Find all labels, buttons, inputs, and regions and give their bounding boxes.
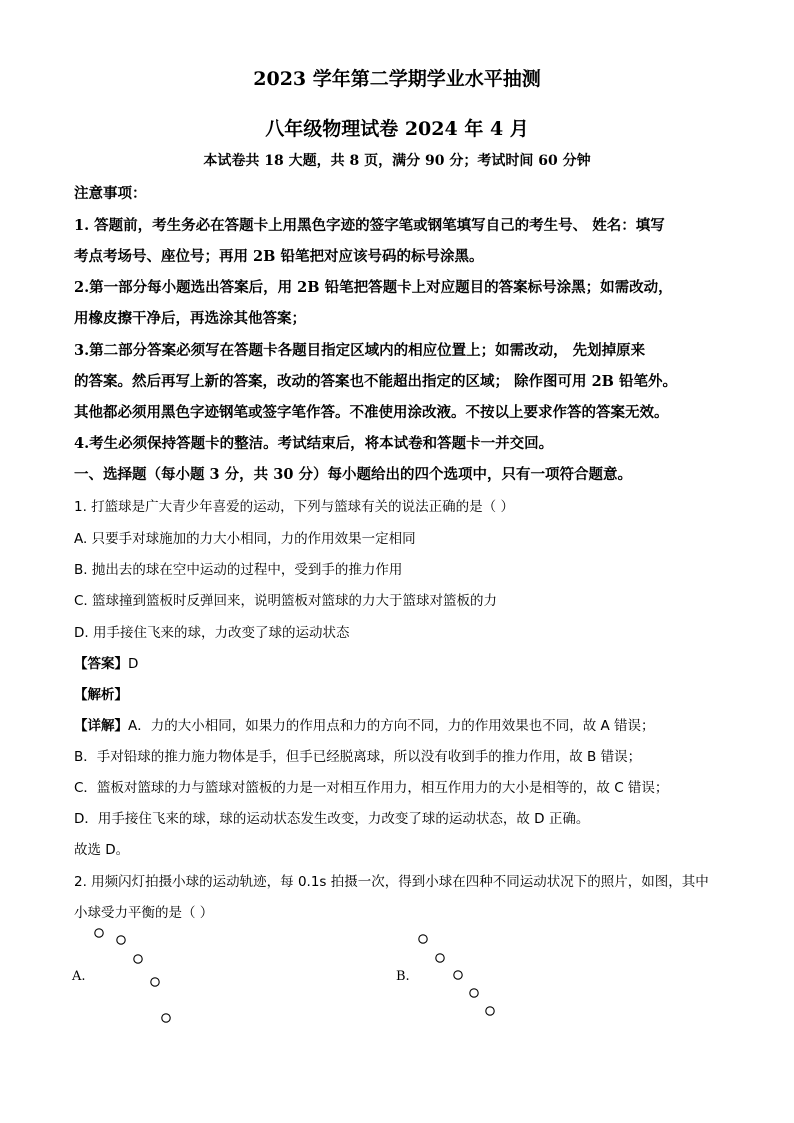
detail-line: D．用手接住飞来的球，球的运动状态发生改变，力改变了球的运动状态，故 D 正确。 <box>74 811 590 827</box>
ball-b-3 <box>454 971 462 979</box>
detail-line: 故选 D。 <box>74 842 130 858</box>
ball-a-2 <box>117 936 125 944</box>
option-a: A. 只要手对球施加的力大小相同，力的作用效果一定相同 <box>74 531 416 547</box>
notice-line: 其他都必须用黑色字迹钢笔或签字笔作答。不准使用涂改液。不按以上要求作答的答案无效。 <box>74 404 669 421</box>
question-stem: 2. 用频闪灯拍摄小球的运动轨迹，每 0.1s 拍摄一次，得到小球在四种不同运动状况下的照片，如图，其中 <box>74 874 709 890</box>
answer-label: 【答案】 <box>74 656 128 672</box>
strobe-balls-svg <box>60 920 740 1040</box>
notice-line: 考点考场号、座位号；再用 2B 铅笔把对应该号码的标号涂黑。 <box>74 248 484 265</box>
option-d: D. 用手接住飞来的球，力改变了球的运动状态 <box>74 625 350 641</box>
figure-option-a-label: A. <box>72 969 86 984</box>
strobe-photo-figure <box>60 920 740 1040</box>
detail-line <box>74 714 734 734</box>
detail-label: 【详解】 <box>74 718 128 734</box>
analysis-label: 【解析】 <box>74 687 128 703</box>
detail-line: C．篮板对篮球的力与篮球对篮板的力是一对相互作用力，相互作用力的大小是相等的，故 C 错误； <box>74 780 669 796</box>
option-b: B. 抛出去的球在空中运动的过程中，受到手的推力作用 <box>74 562 403 578</box>
option-c: C. 篮球撞到篮板时反弹回来，说明篮板对篮球的力大于篮球对篮板的力 <box>74 593 498 609</box>
answer-line <box>74 652 734 672</box>
ball-b-2 <box>436 954 444 962</box>
ball-a-3 <box>134 955 142 963</box>
section-heading: 一、选择题（每小题 3 分，共 30 分）每小题给出的四个选项中，只有一项符合题意。 <box>74 466 632 483</box>
ball-a-4 <box>151 978 159 986</box>
question-stem: 1. 打篮球是广大青少年喜爱的运动，下列与篮球有关的说法正确的是（ ） <box>74 499 514 515</box>
notice-line: 4.考生必须保持答题卡的整洁。考试结束后，将本试卷和答题卡一并交回。 <box>74 435 554 452</box>
notice-line: 1. 答题前，考生务必在答题卡上用黑色字迹的签字笔或钢笔填写自己的考生号、 姓名：填写 <box>74 217 665 234</box>
ball-a-5 <box>162 1014 170 1022</box>
notice-heading: 注意事项： <box>74 185 147 202</box>
ball-a-1 <box>95 929 103 937</box>
exam-info: 本试卷共 18 大题，共 8 页，满分 90 分；考试时间 60 分钟 <box>203 153 591 169</box>
figure-option-b-label: B. <box>396 969 410 984</box>
detail-line: B．手对铅球的推力施力物体是手，但手已经脱离球，所以没有收到手的推力作用，故 B 错误； <box>74 749 642 765</box>
exam-subtitle-date: 八年级物理试卷 2024 年 4 月 <box>265 118 529 140</box>
ball-b-5 <box>486 1007 494 1015</box>
ball-b-4 <box>470 989 478 997</box>
notice-line: 的答案。然后再写上新的答案，改动的答案也不能超出指定的区域； 除作图可用 2B 铅笔外。 <box>74 373 677 390</box>
exam-title: 2023 学年第二学期学业水平抽测 <box>253 68 541 90</box>
answer-value: D <box>128 656 139 672</box>
detail-text: A．力的大小相同，如果力的作用点和力的方向不同，力的作用效果也不同，故 A 错误； <box>128 718 655 734</box>
notice-line: 用橡皮擦干净后，再选涂其他答案； <box>74 310 306 327</box>
ball-b-1 <box>419 935 427 943</box>
notice-line: 2.第一部分每小题选出答案后，用 2B 铅笔把答题卡上对应题目的答案标号涂黑；如需改动， <box>74 279 673 296</box>
notice-line: 3.第二部分答案必须写在答题卡各题目指定区域内的相应位置上；如需改动， 先划掉原来 <box>74 342 646 359</box>
question-stem: 小球受力平衡的是（ ） <box>74 905 214 921</box>
